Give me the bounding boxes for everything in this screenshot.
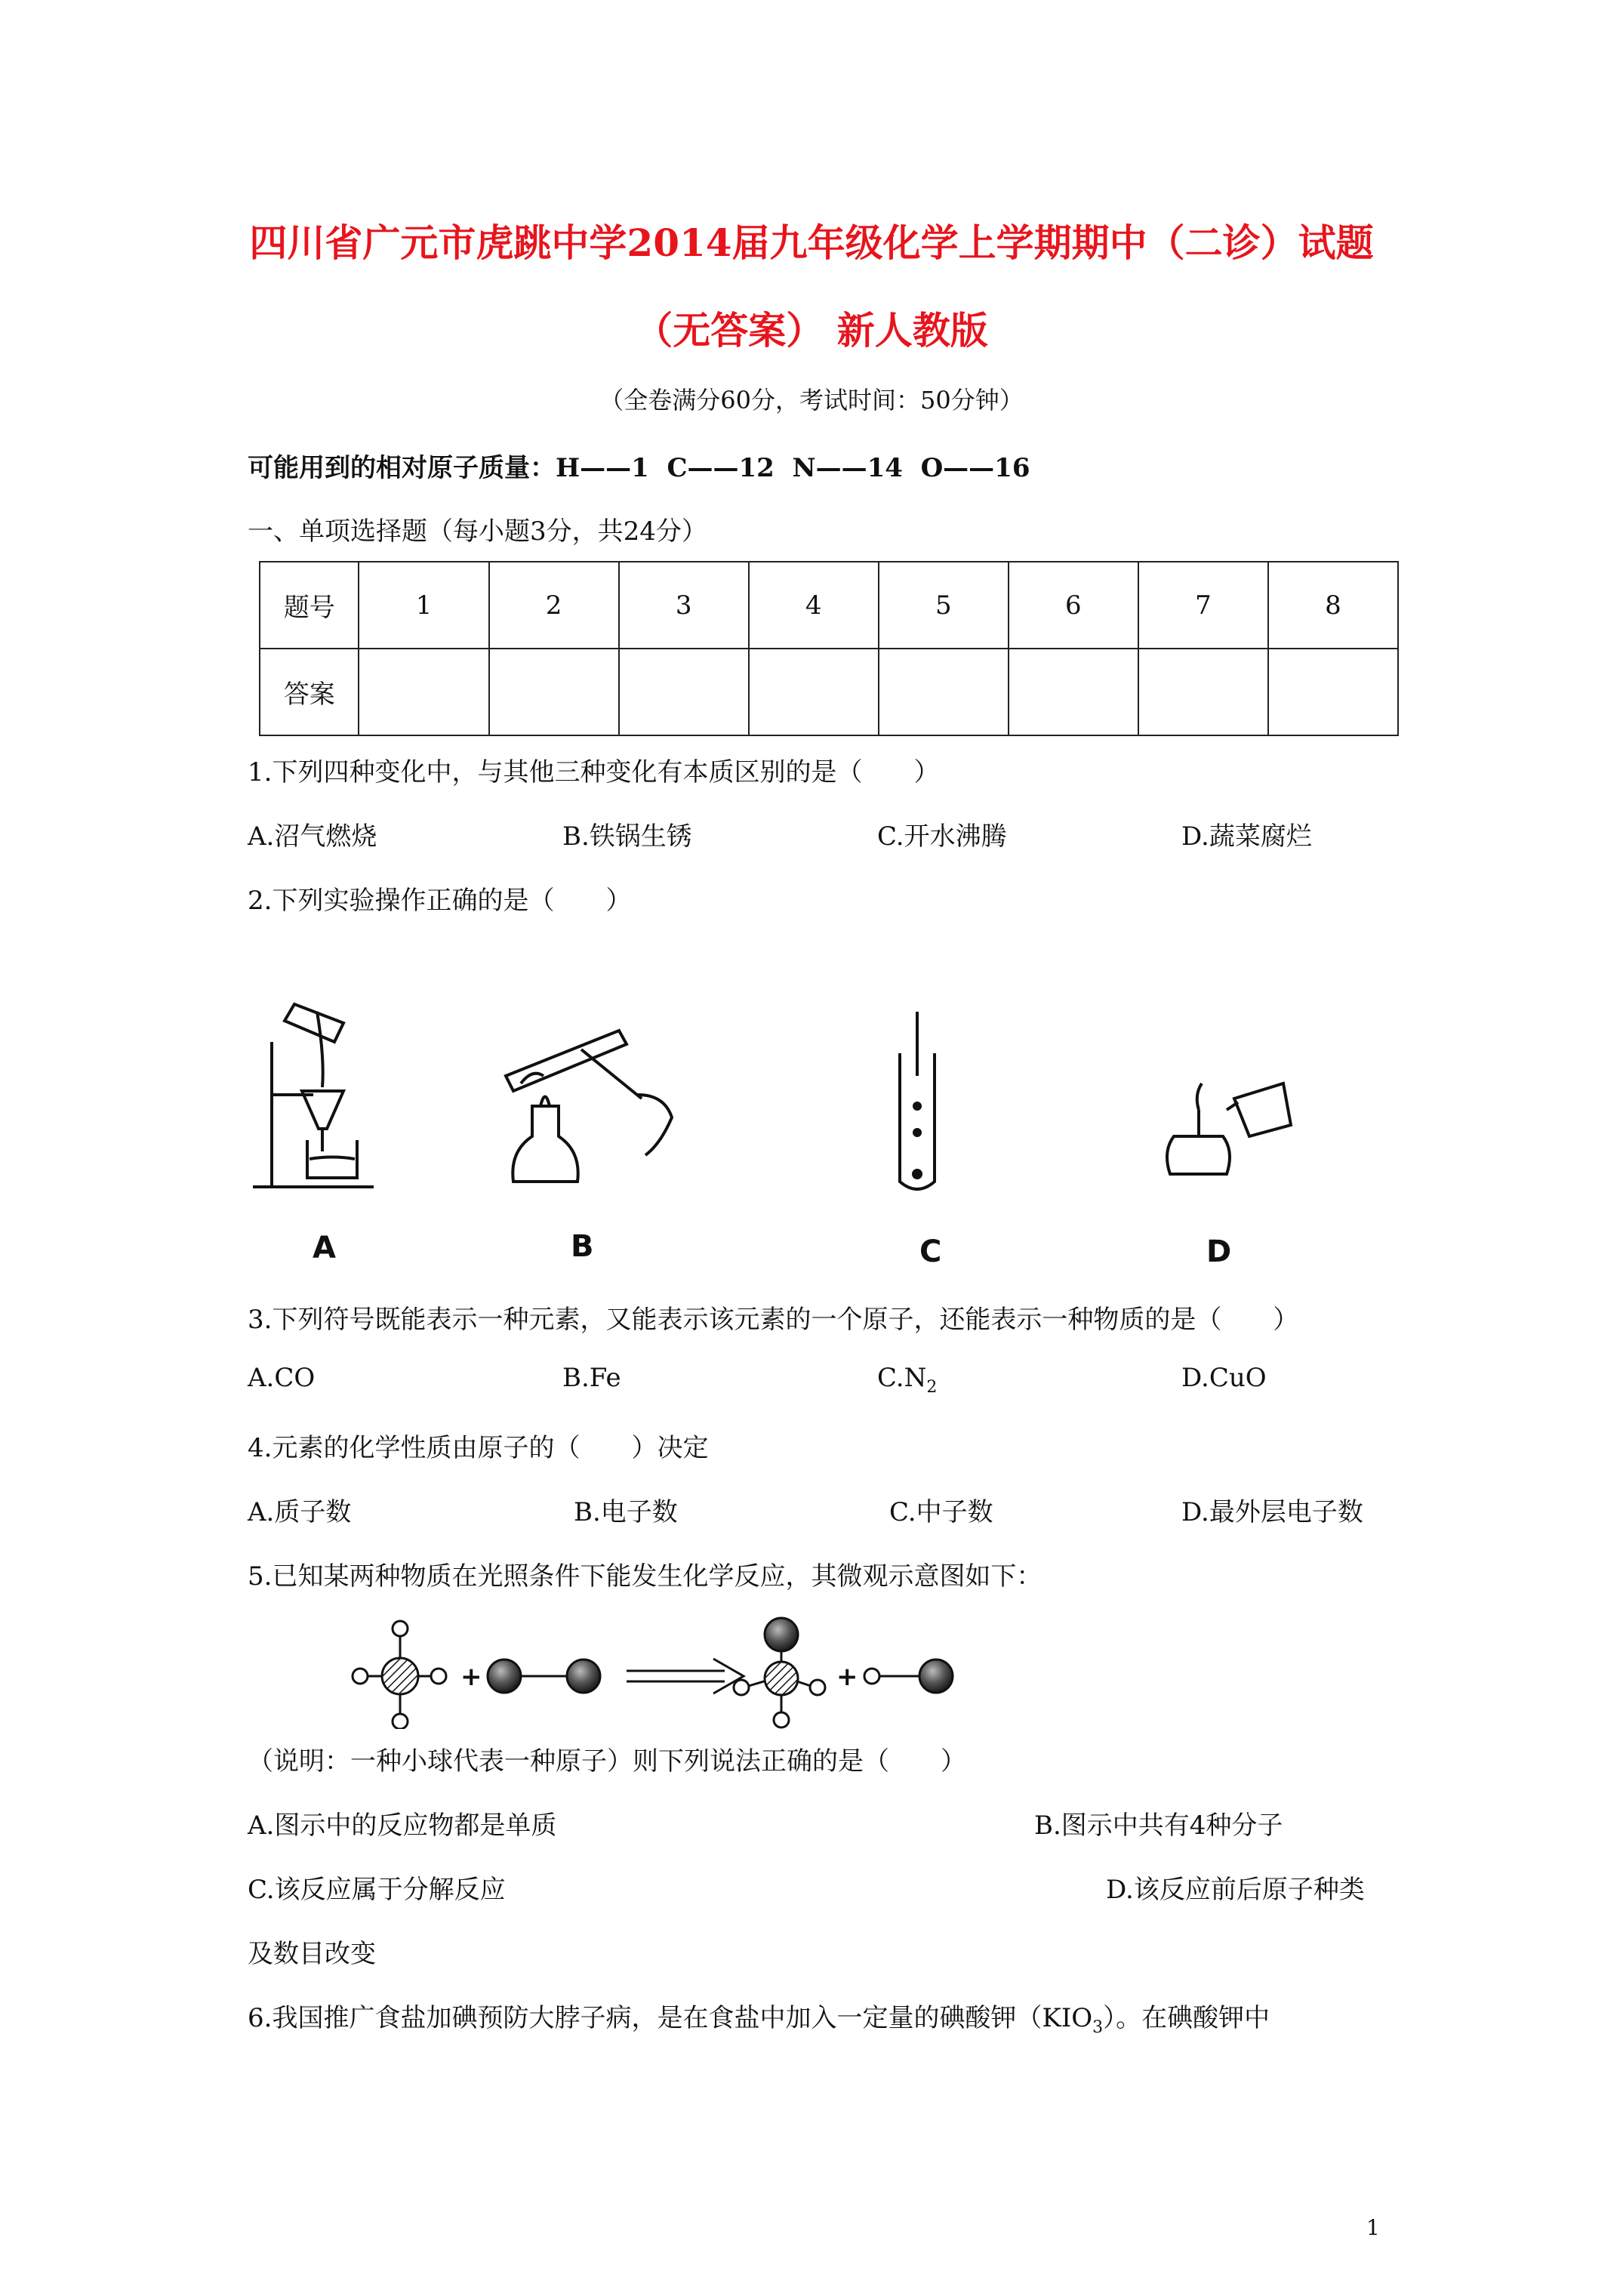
table-cell: 3	[619, 562, 749, 649]
table-row	[260, 649, 1398, 735]
answer-cell-5[interactable]	[879, 649, 1009, 735]
q4-option-c: C.中子数	[889, 1497, 993, 1527]
q2-label-b: B	[571, 1229, 594, 1264]
q1-stem: 1.下列四种变化中，与其他三种变化有本质区别的是（ ）	[248, 757, 940, 787]
exam-title-line1: 四川省广元市虎跳中学2014届九年级化学上学期期中（二诊）试题	[249, 220, 1374, 265]
q4-option-a: A.质子数	[248, 1497, 352, 1527]
q5-option-d-continued: 及数目改变	[248, 1939, 376, 1969]
reaction-diagram	[343, 1612, 978, 1729]
table-cell: 6	[1009, 562, 1138, 649]
page-number: 1	[1366, 2215, 1380, 2240]
q1-option-a: A.沼气燃烧	[248, 821, 377, 852]
answer-cell-1[interactable]	[359, 649, 488, 735]
plus-sign-2: +	[836, 1662, 858, 1692]
alcohol-lamp-figure	[1155, 1053, 1306, 1189]
exam-subtitle: （全卷满分60分，考试时间：50分钟）	[599, 386, 1024, 415]
table-cell: 7	[1138, 562, 1268, 649]
answer-cell-4[interactable]	[749, 649, 879, 735]
table-cell: 5	[879, 562, 1009, 649]
answer-cell-8[interactable]	[1268, 649, 1398, 735]
atomic-masses: 可能用到的相对原子质量：H——1 C——12 N——14 O——16	[248, 453, 1030, 483]
q4-stem: 4.元素的化学性质由原子的（ ）决定	[248, 1433, 709, 1463]
q4-option-b: B.电子数	[574, 1497, 678, 1527]
table-cell: 题号	[260, 562, 359, 649]
answer-cell-7[interactable]	[1138, 649, 1268, 735]
dropper-figure	[891, 1008, 944, 1197]
q1-option-c: C.开水沸腾	[877, 821, 1007, 852]
q5-stem: 5.已知某两种物质在光照条件下能发生化学反应，其微观示意图如下：	[248, 1561, 1042, 1592]
answer-cell-3[interactable]	[619, 649, 749, 735]
table-cell: 1	[359, 562, 488, 649]
q1-option-b: B.铁锅生锈	[562, 821, 692, 852]
q3-option-d: D.CuO	[1181, 1363, 1267, 1393]
q3-option-a: A.CO	[248, 1363, 316, 1393]
q2-label-c: C	[919, 1234, 942, 1269]
table-row	[260, 562, 1398, 649]
table-cell: 4	[749, 562, 879, 649]
q5-note: （说明：一种小球代表一种原子）则下列说法正确的是（ ）	[248, 1746, 966, 1777]
q2-label-d: D	[1206, 1234, 1232, 1269]
q5-option-b: B.图示中共有4种分子	[1034, 1811, 1283, 1841]
table-cell: 答案	[260, 649, 359, 735]
section1-heading: 一、单项选择题（每小题3分，共24分）	[248, 516, 707, 547]
table-cell: 2	[489, 562, 619, 649]
q4-option-d: D.最外层电子数	[1181, 1497, 1363, 1527]
filtration-apparatus-figure	[238, 997, 389, 1193]
q3-option-c: $C.N_2$	[877, 1363, 938, 1397]
q5-option-d: D.该反应前后原子种类	[1106, 1875, 1365, 1905]
q6-stem: 6.我国推广食盐加碘预防大脖子病，是在食盐中加入一定量的碘酸钾$(KIO_3)$。在碘酸钾中	[248, 2003, 1270, 2037]
q3-option-b: B.Fe	[562, 1363, 621, 1393]
answer-cell-2[interactable]	[489, 649, 619, 735]
q5-option-c: C.该反应属于分解反应	[248, 1875, 506, 1905]
q2-label-a: A	[313, 1231, 336, 1265]
q2-stem: 2.下列实验操作正确的是（ ）	[248, 886, 632, 916]
plus-sign-1: +	[460, 1662, 482, 1692]
answer-table	[259, 561, 1399, 736]
test-tube-heating-figure	[491, 1023, 687, 1197]
q3-stem: 3.下列符号既能表示一种元素，又能表示该元素的一个原子，还能表示一种物质的是（ ）	[248, 1305, 1299, 1335]
table-cell: 8	[1268, 562, 1398, 649]
exam-title-line2: （无答案） 新人教版	[635, 308, 988, 353]
answer-cell-6[interactable]	[1009, 649, 1138, 735]
q1-option-d: D.蔬菜腐烂	[1181, 821, 1312, 852]
q5-option-a: A.图示中的反应物都是单质	[248, 1811, 557, 1841]
